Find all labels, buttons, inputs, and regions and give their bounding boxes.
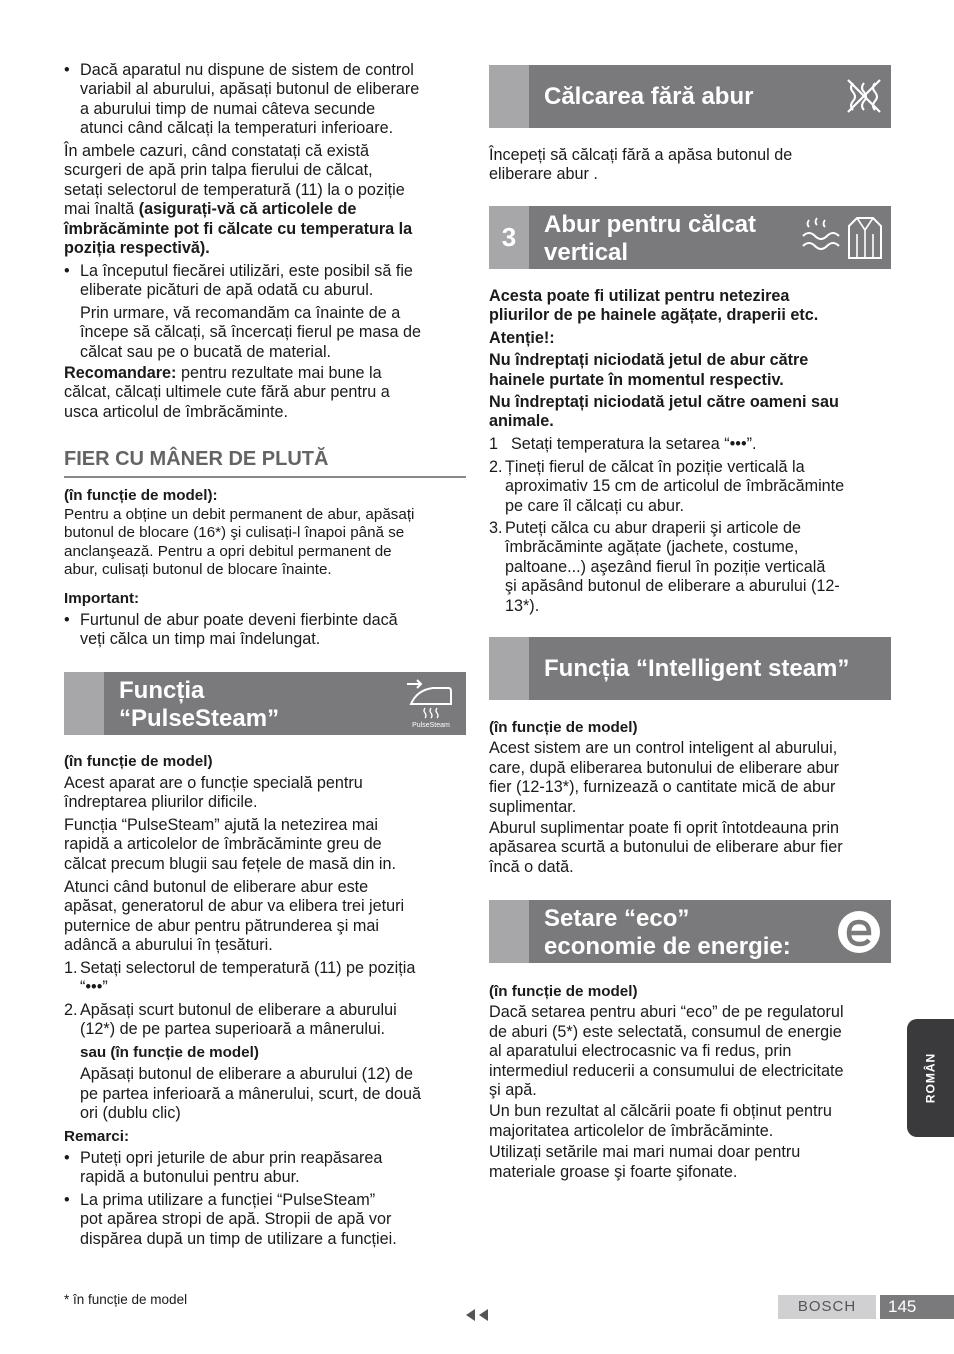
recommendation: Recomandare: pentru rezultate mai bune la călcat, călcați ultimele cute fără abur pentru a usca articolul de îmbrăcăminte. <box>64 364 390 421</box>
vertical-step-1: 1 Setați temperatura la setarea “•••”. <box>489 435 757 453</box>
paragraph-water-leaks: În ambele cazuri, când constatați că există scurgeri de apă prin talpa fierului de călcat, setați selectorul de temperatură (11) la o poziție mai înaltă (asigurați-vă că articolele de îmbrăcăminte pot fi călcate cu temperatura la poziția respectivă). <box>64 142 413 258</box>
pulsesteam-title: Funcția “PulseSteam” <box>119 677 280 732</box>
bullet-water-drops-continued: Prin urmare, vă recomandăm ca înainte de a începe să călcați, să încercați fierul pe masa de călcat sau pe o bucată de material. <box>80 304 422 361</box>
title-bar-square <box>489 65 529 128</box>
pulsesteam-paragraph-1: Acest aparat are o funcție specială pentru îndreptarea pliurilor dificile. <box>64 774 363 812</box>
intelligent-steam-title: Funcția “Intelligent steam” <box>544 655 850 682</box>
remark-2: • La prima utilizare a funcției “PulseSteam” pot apărea stropi de apă. Stropii de apă vor dispărea după un timp de utilizare a funcției. <box>64 1191 466 1249</box>
eco-text: (în funcție de model) Dacă setarea pentru aburi “eco” de pe regulatorul de aburi (5*) este selectată, consumul de energie al aparatului electrocasnic va fi redus, prin intermediul reducerii a consumului de electricitate şi apă. Un bun rezultat al călcării poate fi obținut pentru majoritatea articolelor de îmbrăcăminte. Utilizați setările mai mari numai doar pentru materiale groase şi foarte şifonate. <box>489 983 844 1181</box>
pulsesteam-intro: (în funcție de model) <box>64 753 213 770</box>
dry-ironing-title: Călcarea fără abur <box>544 83 754 110</box>
section-heading-cork-handle: FIER CU MÂNER DE PLUTĂ <box>64 448 329 470</box>
pulsesteam-step-2-alternative: sau (în funcție de model) Apăsați butonul de eliberare a aburului (12) de pe partea inferioară a mânerului, scurt, de două ori (dublu clic) <box>80 1044 422 1123</box>
pulsesteam-icon <box>403 676 459 732</box>
remarks-label: Remarci: <box>64 1128 129 1145</box>
section-divider <box>64 476 466 478</box>
pulsesteam-step-1: 1. Setați selectorul de temperatură (11) pe poziția “•••” <box>64 959 416 997</box>
important-label: Important: <box>64 590 140 607</box>
vertical-step-2: 2. Țineți fierul de călcat în poziție verticală la aproximativ 15 cm de articolul de îmbrăcăminte pe care îl călcați cu abur. <box>489 458 845 515</box>
no-steam-icon <box>845 77 883 115</box>
bullet-water-drops: • La începutul fiecărei utilizări, este posibil să fie eliberate picături de apă odată cu aburul. <box>64 262 466 301</box>
cork-handle-text: (în funcție de model): Pentru a obține un debit permanent de abur, apăsați butonul de blocare (16*) şi culisați-l înapoi până se anclanşează. Pentru a opri debitul permanent de abur, culisați butonul de blocare înainte. <box>64 487 415 578</box>
eco-title: Setare “eco” economie de energie: <box>544 905 791 960</box>
title-bar-square <box>64 672 104 735</box>
eco-icon <box>837 910 881 954</box>
title-bar-square <box>489 637 529 700</box>
vertical-step-3: 3. Puteți călca cu abur draperii şi articole de îmbrăcăminte agățate (jachete, costume, paltoane...) aşezând fierul în poziție verticală şi apăsând butonul de eliberare a aburului (12- 13*). <box>489 519 840 615</box>
pulsesteam-step-2: 2. Apăsați scurt butonul de eliberare a aburului (12*) de pe partea superioară a mânerului. <box>64 1001 397 1039</box>
pulsesteam-paragraph-2: Funcția “PulseSteam” ajută la netezirea mai rapidă a articolelor de îmbrăcăminte greu de călcat precum blugii sau fețele de masă din in. <box>64 816 397 873</box>
dry-ironing-title-bar <box>489 65 891 128</box>
section-number: 3 <box>489 206 529 269</box>
pulsesteam-title-bar <box>64 672 466 735</box>
title-bar-square <box>489 900 529 963</box>
page-number: 145 <box>880 1295 954 1319</box>
footnote: * în funcție de model <box>64 1292 188 1307</box>
vertical-steam-title: Abur pentru călcat vertical <box>544 211 757 266</box>
brand-label: BOSCH <box>778 1295 876 1319</box>
remark-1: • Puteți opri jeturile de abur prin reapăsarea rapidă a butonului pentru abur. <box>64 1149 466 1188</box>
bullet-steam-control: • Dacă aparatul nu dispune de sistem de control variabil al aburului, apăsați butonul de eliberare a aburului timp de numai câteva secunde atunci când călcați la temperaturi inferioare. <box>64 61 466 139</box>
intelligent-steam-text: (în funcție de model) Acest sistem are un control inteligent al aburului, care, după eliberarea butonului de eliberare abur fier (12-13*), furnizează o cantitate mică de abur suplimentar. Aburul suplimentar poate fi oprit întotdeauna prin apăsarea scurtă a butonului de eliberare abur fier încă o dată. <box>489 719 843 876</box>
language-tab: ROMÂN <box>907 1019 954 1137</box>
vertical-steam-usage: Acesta poate fi utilizat pentru netezirea pliurilor de pe hainele agățate, draperii etc. Atenție!: Nu îndreptați niciodată jetul de abur către hainele purtate în momentul respectiv. Nu îndreptați niciodată jetul către oameni sau animale. <box>489 287 839 431</box>
pulsesteam-paragraph-3: Atunci când butonul de eliberare abur este apăsat, generatorul de abur va elibera trei jeturi puternice de abur pentru pătrunderea şi mai adâncă a aburului în țesături. <box>64 878 405 955</box>
eco-title-bar <box>489 900 891 963</box>
back-arrows-icon[interactable] <box>463 1307 491 1328</box>
vertical-steam-icon <box>799 214 885 262</box>
vertical-steam-title-bar <box>489 206 891 269</box>
intelligent-steam-title-bar <box>489 637 891 700</box>
bullet-hose-hot: • Furtunul de abur poate deveni fierbinte dacă veți călca un timp mai îndelungat. <box>64 611 466 650</box>
dry-ironing-text: Începeți să călcați fără a apăsa butonul de eliberare abur . <box>489 146 793 184</box>
pulsesteam-icon-label: PulseSteam <box>412 722 450 729</box>
